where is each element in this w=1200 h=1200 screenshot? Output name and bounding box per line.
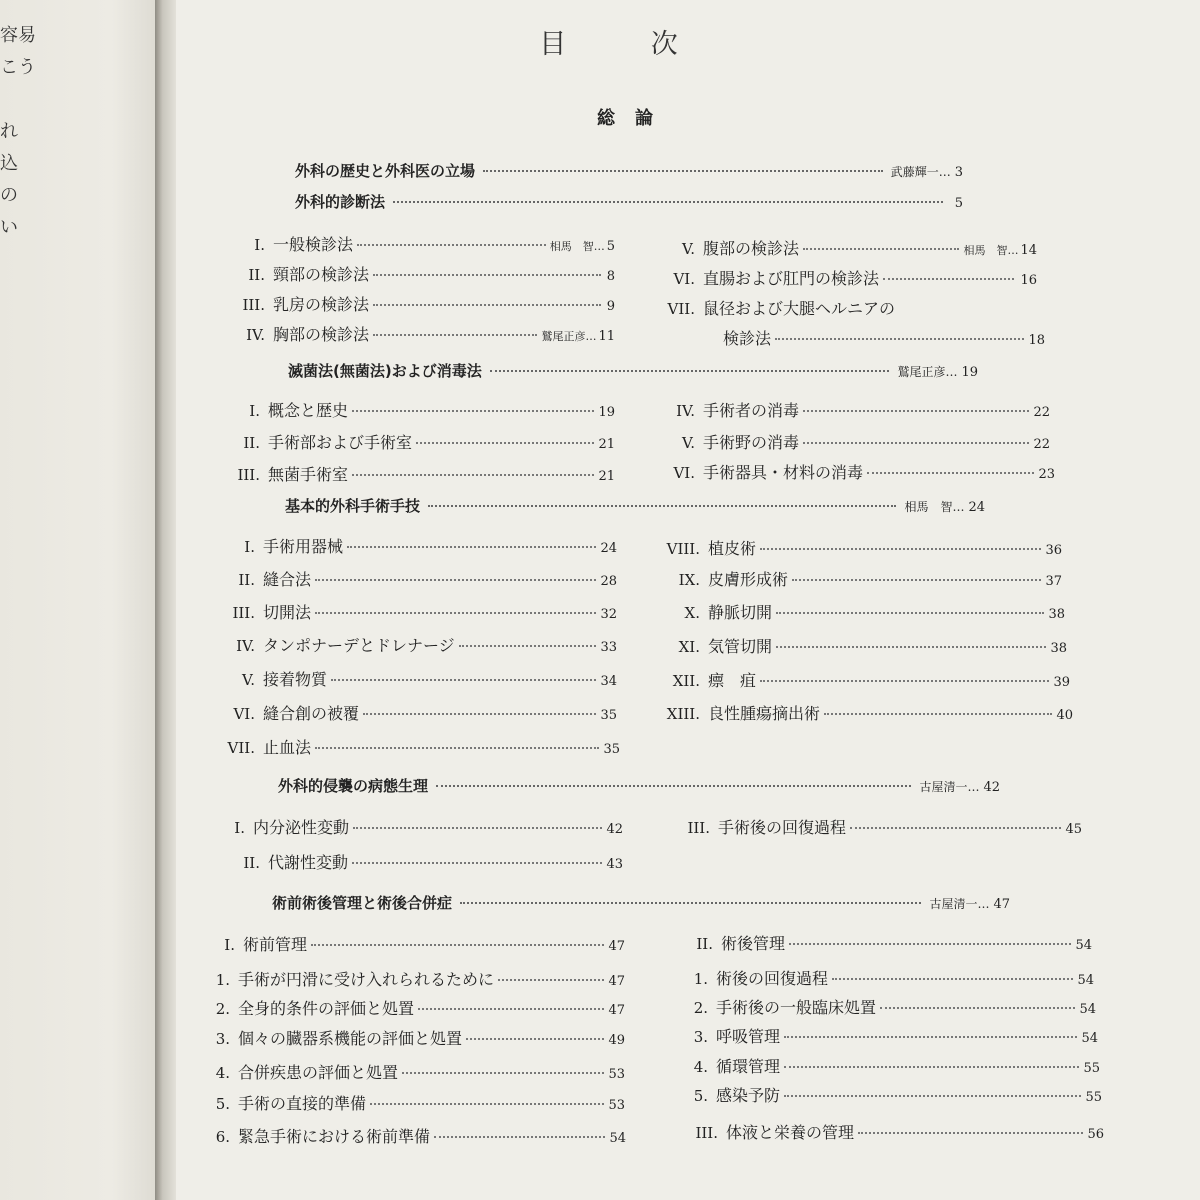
toc-entry: X. 静脈切開 38 (684, 603, 1065, 622)
toc-entry: I. 概念と歴史 19 (249, 401, 615, 420)
toc-entry: 5. 手術の直接的準備 53 (215, 1094, 625, 1113)
book-gutter (155, 0, 177, 1200)
toc-entry: IV. タンポナーデとドレナージ 33 (236, 636, 617, 655)
toc-entry: II. 頸部の検診法 8 (248, 265, 615, 284)
toc-entry: I. 手術用器械 24 (244, 537, 617, 556)
toc-entry: 6. 緊急手術における術前準備 54 (215, 1127, 626, 1146)
toc-entry: VII. 止血法 35 (227, 738, 620, 757)
toc-entry: I. 術前管理 47 (224, 935, 625, 954)
fragment: 込 (0, 153, 18, 174)
toc-entry: III. 切開法 32 (232, 603, 617, 622)
toc-entry: 4. 循環管理 55 (693, 1057, 1100, 1076)
toc-entry: V. 手術野の消毒 22 (682, 433, 1050, 452)
toc-entry: V. 腹部の検診法 相馬 智… 14 (682, 239, 1037, 258)
section-heading: 外科的診断法 5 (295, 193, 963, 211)
toc-entry: IX. 皮膚形成術 37 (678, 570, 1062, 589)
section-heading: 術前術後管理と術後合併症 古屋清一… 47 (272, 894, 1010, 912)
toc-entry: VIII. 植皮術 36 (666, 539, 1062, 558)
toc-entry: VII. 鼠径および大腿ヘルニアの (667, 299, 896, 318)
left-page (0, 0, 160, 1200)
fragment: れ (0, 121, 18, 142)
toc-entry: II. 術後管理 54 (696, 934, 1092, 953)
toc-entry: 3. 個々の臓器系機能の評価と処置 49 (215, 1029, 625, 1048)
toc-entry: 2. 手術後の一般臨床処置 54 (693, 998, 1096, 1017)
fragment: い (0, 217, 18, 238)
toc-entry: II. 縫合法 28 (238, 570, 617, 589)
fragment: 容易 (0, 25, 36, 46)
toc-entry: 1. 術後の回復過程 54 (693, 969, 1094, 988)
section-heading: 外科の歴史と外科医の立場 武藤輝一… 3 (295, 162, 963, 180)
toc-entry: XII. 瘭 疽 39 (672, 671, 1070, 690)
toc-entry: V. 接着物質 34 (242, 670, 617, 689)
toc-entry: 2. 全身的条件の評価と処置 47 (215, 999, 625, 1018)
toc-entry: VI. 縫合創の被覆 35 (233, 704, 617, 723)
toc-entry: I. 一般検診法 相馬 智… 5 (254, 235, 615, 254)
toc-entry: III. 手術後の回復過程 45 (687, 818, 1082, 837)
toc-entry: III. 乳房の検診法 9 (242, 295, 615, 314)
page-title: 目 次 (539, 29, 716, 60)
toc-entry: VI. 直腸および肛門の検診法 16 (673, 269, 1037, 288)
toc-entry: II. 手術部および手術室 21 (243, 433, 615, 452)
toc-entry: XI. 気管切開 38 (678, 637, 1067, 656)
toc-entry: XIII. 良性腫瘍摘出術 40 (666, 704, 1073, 723)
fragment: の (0, 185, 18, 206)
section-heading: 基本的外科手術手技 相馬 智… 24 (285, 497, 985, 515)
toc-entry: 3. 呼吸管理 54 (693, 1027, 1098, 1046)
toc-entry: II. 代謝性変動 43 (243, 853, 623, 872)
toc-entry: 4. 合併疾患の評価と処置 53 (215, 1063, 625, 1082)
toc-entry: 検診法 18 (723, 329, 1045, 348)
toc-entry: I. 内分泌性変動 42 (234, 818, 623, 837)
toc-entry: 1. 手術が円滑に受け入れられるために 47 (215, 970, 625, 989)
toc-entry: VI. 手術器具・材料の消毒 23 (673, 463, 1055, 482)
part-heading: 総論 (597, 108, 673, 129)
toc-entry: IV. 手術者の消毒 22 (676, 401, 1050, 420)
section-heading: 外科的侵襲の病態生理 古屋清一… 42 (278, 777, 1000, 795)
fragment: こう (0, 57, 36, 78)
toc-entry: III. 体液と栄養の管理 56 (695, 1123, 1104, 1142)
toc-entry: III. 無菌手術室 21 (237, 465, 615, 484)
toc-entry: IV. 胸部の検診法 鷲尾正彦… 11 (246, 325, 615, 344)
toc-entry: 5. 感染予防 55 (693, 1086, 1102, 1105)
section-heading: 滅菌法(無菌法)および消毒法 鷲尾正彦… 19 (288, 362, 978, 380)
